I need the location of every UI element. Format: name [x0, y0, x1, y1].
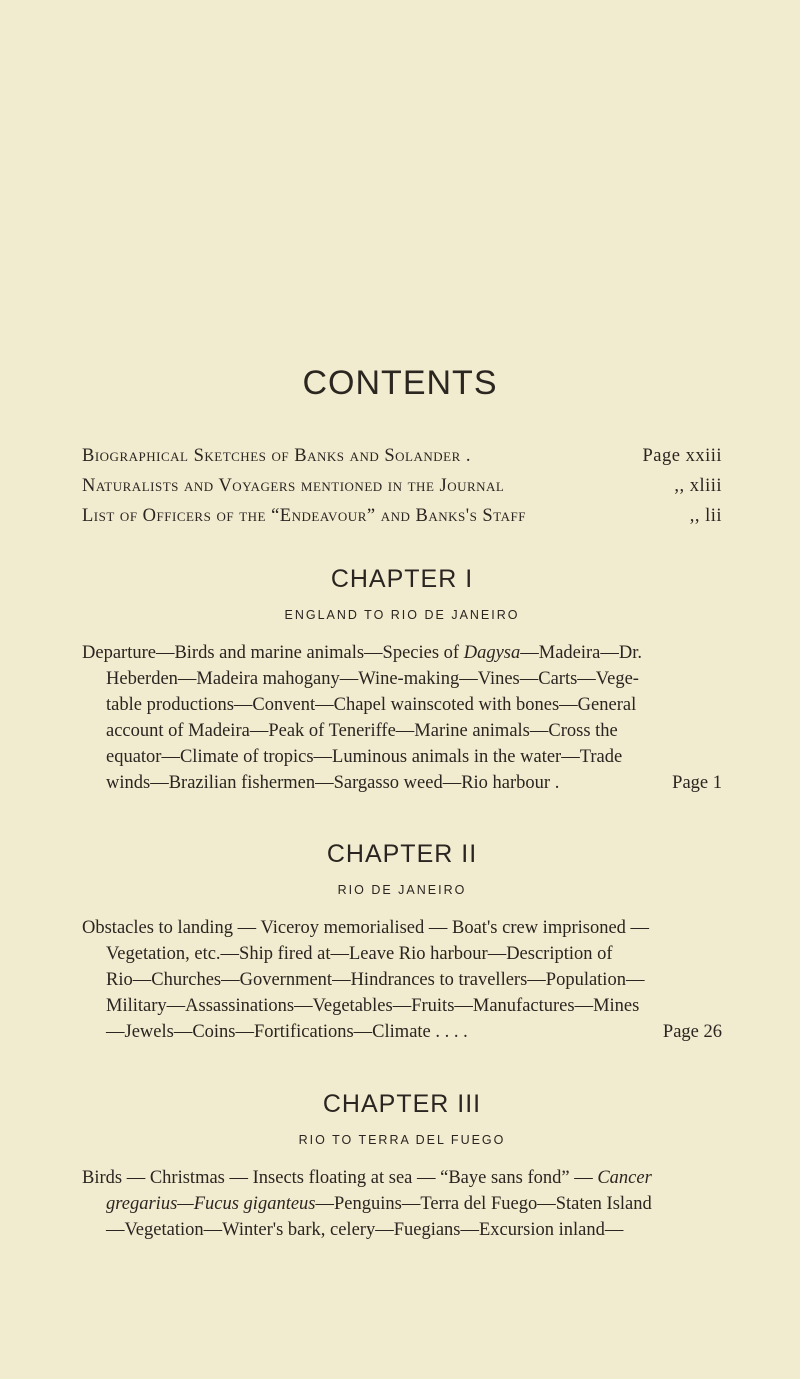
entry-label: List of Officers of the “Endeavour” and Banks's Staff — [82, 506, 526, 526]
entry-page: Page xxiii — [642, 446, 722, 466]
entry-page: ,, lii — [689, 506, 722, 526]
summary-line: —Jewels—Coins—Fortifications—Climate . . . . Page 26 — [82, 1019, 722, 1045]
chapter-1 — [82, 565, 722, 796]
summary-line: equator—Climate of tropics—Luminous animals in the water—Trade — [106, 747, 623, 767]
summary-line: account of Madeira—Peak of Teneriffe—Marine animals—Cross the — [106, 721, 618, 741]
summary-line: winds—Brazilian fishermen—Sargasso weed—Rio harbour . Page 1 — [82, 770, 722, 796]
summary-line: Rio—Churches—Government—Hindrances to travellers—Population— — [106, 970, 645, 990]
chapter-heading: CHAPTER I — [330, 565, 474, 593]
entry-page: ,, xliii — [674, 476, 722, 496]
chapter-page: Page 1 — [672, 773, 722, 793]
summary-line: Heberden—Madeira mahogany—Wine-making—Vines—Carts—Vege- — [106, 669, 639, 689]
page-title: CONTENTS — [302, 364, 498, 402]
chapter-subtitle: ENGLAND TO RIO DE JANEIRO — [284, 608, 520, 622]
summary-line: gregarius—Fucus giganteus—Penguins—Terra del Fuego—Staten Island — [106, 1194, 652, 1214]
summary-line: Obstacles to landing — Viceroy memorialised — Boat's crew imprisoned — — [82, 918, 650, 938]
chapter-3 — [82, 1090, 722, 1243]
summary-line: Vegetation, etc.—Ship fired at—Leave Rio harbour—Description of — [106, 944, 613, 964]
entry-label: Biographical Sketches of Banks and Solander . — [82, 446, 472, 466]
front-matter-list — [82, 446, 722, 536]
summary-line: Departure—Birds and marine animals—Species of Dagysa—Madeira—Dr. — [82, 643, 643, 663]
summary-line: Military—Assassinations—Vegetables—Fruits—Manufactures—Mines — [106, 996, 640, 1016]
chapter-subtitle: RIO DE JANEIRO — [337, 883, 467, 897]
chapter-heading: CHAPTER III — [322, 1090, 482, 1118]
entry-label: Naturalists and Voyagers mentioned in the Journal — [82, 476, 505, 496]
front-matter-entry — [82, 476, 722, 506]
chapter-summary — [82, 915, 722, 1045]
chapter-2 — [82, 840, 722, 1045]
summary-line: table productions—Convent—Chapel wainscoted with bones—General — [106, 695, 637, 715]
summary-line: —Vegetation—Winter's bark, celery—Fuegians—Excursion inland— — [106, 1220, 624, 1240]
chapter-subtitle: RIO TO TERRA DEL FUEGO — [298, 1133, 506, 1147]
summary-line: Birds — Christmas — Insects floating at sea — “Baye sans fond” — Cancer — [82, 1168, 652, 1188]
front-matter-entry — [82, 446, 722, 476]
chapter-page: Page 26 — [662, 1022, 722, 1042]
chapter-summary — [82, 1165, 722, 1243]
front-matter-entry — [82, 506, 722, 536]
chapter-heading: CHAPTER II — [326, 840, 478, 868]
chapter-summary — [82, 640, 722, 796]
